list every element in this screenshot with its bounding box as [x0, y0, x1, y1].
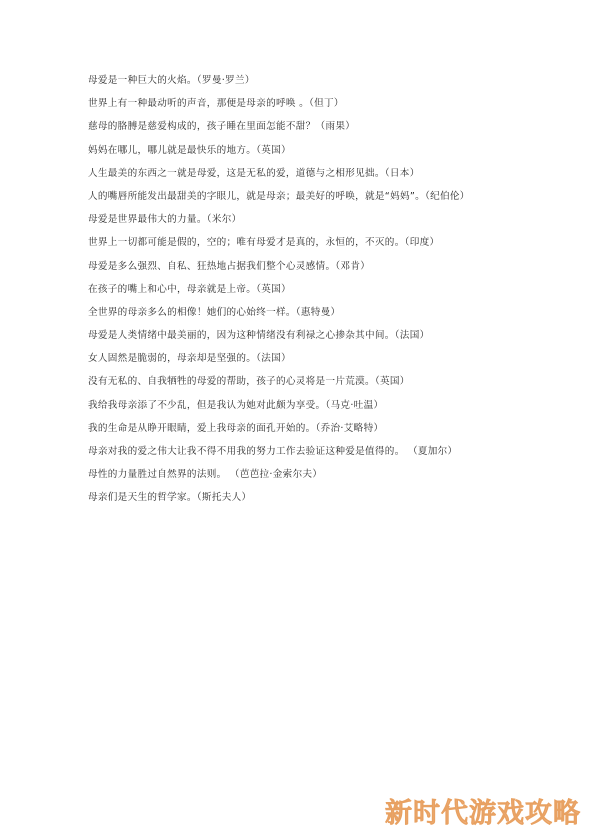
quote-line: 人生最美的东西之一就是母爱，这是无私的爱，道德与之相形见拙。（日本）: [88, 167, 420, 179]
quote-line: 母性的力量胜过自然界的法则。 （芭芭拉·金索尔夫）: [88, 469, 323, 481]
quote-line: 没有无私的、自我牺牲的母爱的帮助，孩子的心灵将是一片荒漠。（英国）: [88, 376, 410, 388]
quote-line: 世界上一切都可能是假的，空的；唯有母爱才是真的，永恒的，不灭的。（印度）: [88, 237, 440, 249]
quote-line: 女人固然是脆弱的，母亲却是坚强的。（法国）: [88, 353, 291, 365]
quote-line: 慈母的胳膊是慈爱构成的，孩子睡在里面怎能不甜？（雨果）: [88, 121, 356, 133]
quote-list: [88, 72, 470, 513]
quote-line: 母亲们是天生的哲学家。（斯托夫人）: [88, 492, 252, 504]
site-watermark: 新时代游戏攻略: [385, 798, 581, 829]
quote-line: 母爱是一种巨大的火焰。（罗曼·罗兰）: [88, 75, 255, 86]
quote-line: 母爱是多么强烈、自私、狂热地占据我们整个心灵感情。（邓肯）: [88, 260, 371, 272]
quote-line: 在孩子的嘴上和心中，母亲就是上帝。（英国）: [88, 283, 291, 295]
quote-line: 我给我母亲添了不少乱，但是我认为她对此颇为享受。（马克·吐温）: [88, 399, 384, 411]
quote-line: 全世界的母亲多么的相像！她们的心始终一样。（惠特曼）: [88, 306, 341, 318]
quote-line: 我的生命是从睁开眼睛，爱上我母亲的面孔开始的。（乔治·艾略特）: [88, 422, 384, 434]
quote-line: 妈妈在哪儿，哪儿就是最快乐的地方。（英国）: [88, 144, 291, 156]
quote-line: 母爱是世界最伟大的力量。（米尔）: [88, 214, 242, 226]
quote-line: 母亲对我的爱之伟大让我不得不用我的努力工作去验证这种爱是值得的。 （夏加尔）: [88, 446, 458, 457]
quote-line: 世界上有一种最动听的声音，那便是母亲的呼唤 。（但丁）: [88, 98, 344, 110]
quote-line: 母爱是人类情绪中最美丽的，因为这种情绪没有利禄之心掺杂其中间。（法国）: [88, 330, 430, 342]
quote-line: 人的嘴唇所能发出最甜美的字眼儿，就是母亲；最美好的呼唤，就是“妈妈”。（纪伯伦）: [88, 190, 470, 202]
